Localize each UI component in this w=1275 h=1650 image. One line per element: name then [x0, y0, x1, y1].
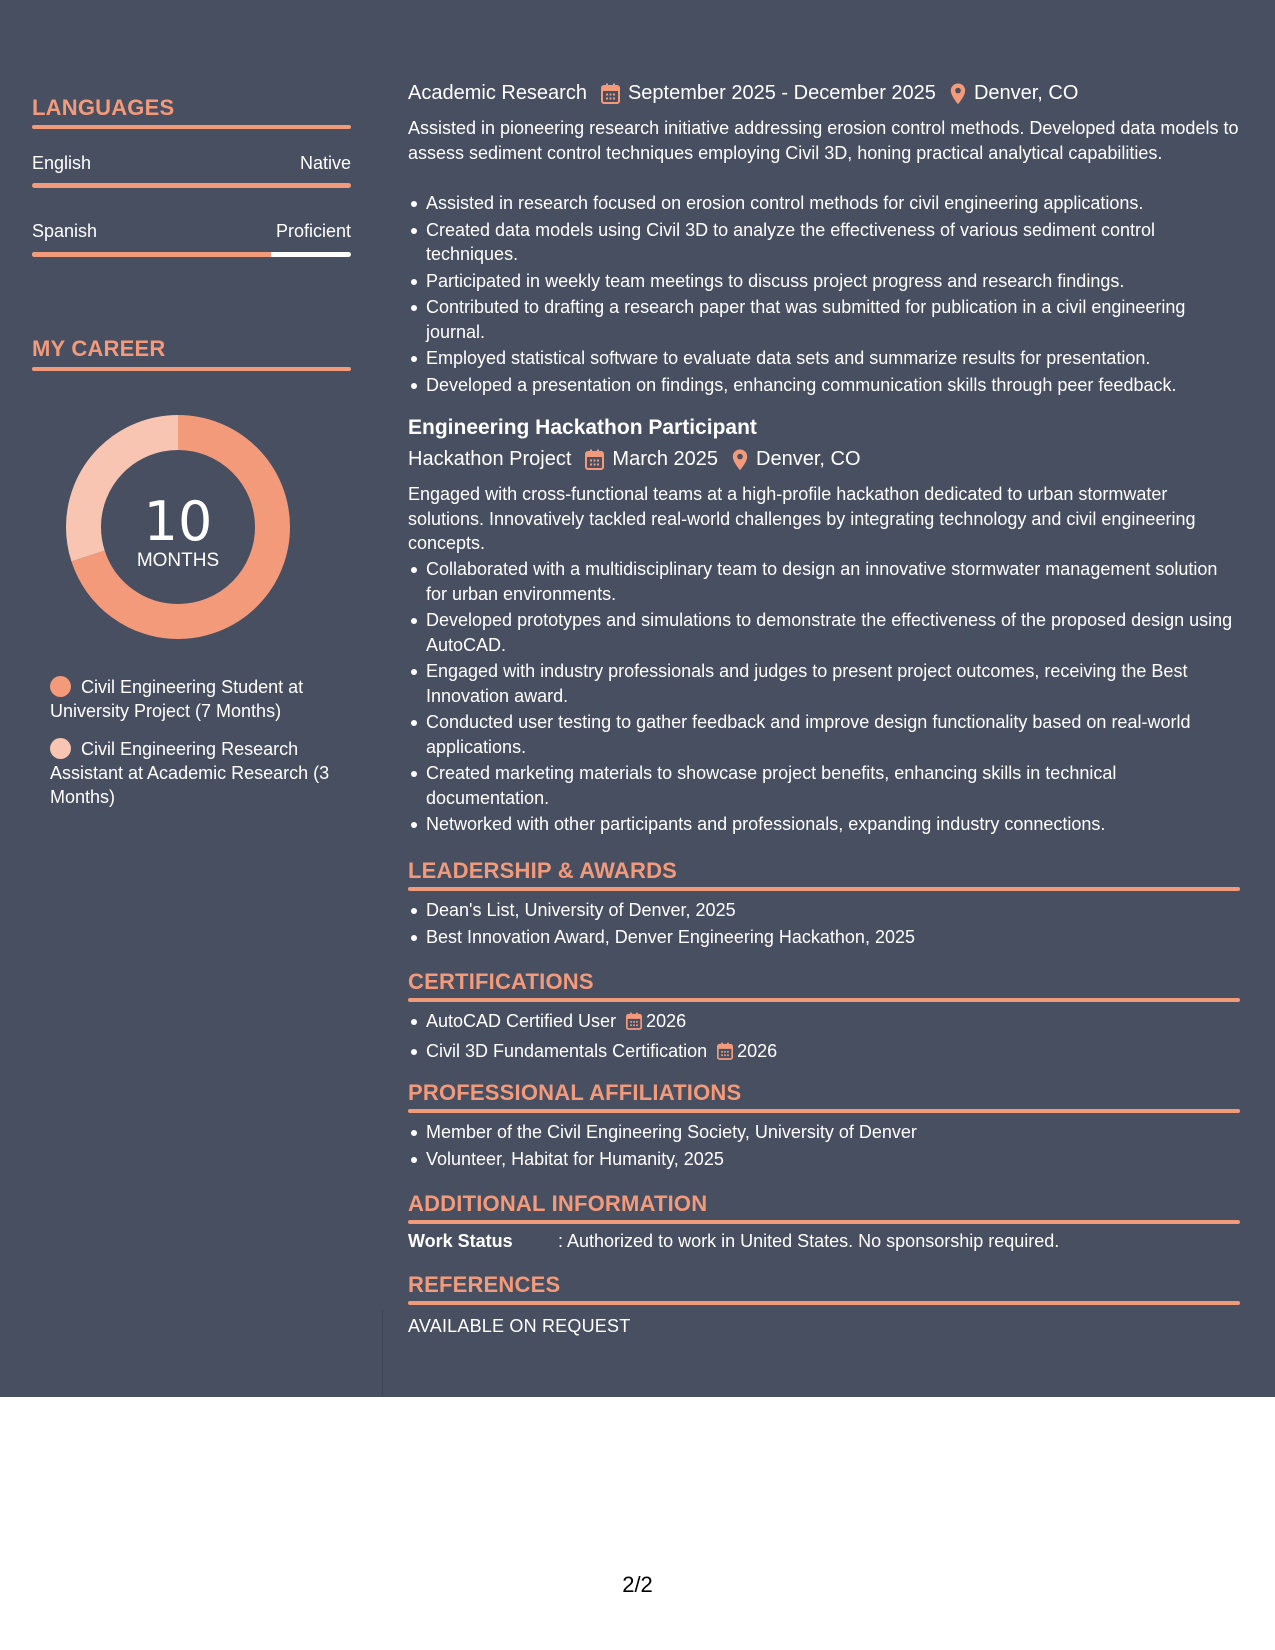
- career-legend-item: [50, 675, 340, 723]
- location-pin-icon: [950, 83, 966, 105]
- language-name: Spanish: [32, 221, 98, 241]
- languages-heading: LANGUAGES: [32, 95, 175, 120]
- list-item: Participated in weekly team meetings to discuss project progress and research findings.: [408, 269, 1240, 294]
- calendar-icon: [626, 1012, 642, 1037]
- job-meta: [408, 82, 1078, 105]
- list-item: Developed a presentation on findings, enhancing communication skills through peer feedback.: [408, 373, 1240, 398]
- references-heading: REFERENCES: [408, 1272, 561, 1297]
- certification-year: 2026: [646, 1011, 687, 1031]
- job-company: Hackathon Project: [408, 448, 572, 470]
- language-level: Proficient: [275, 221, 351, 241]
- additional-info-heading: ADDITIONAL INFORMATION: [408, 1191, 708, 1216]
- list-item: Developed prototypes and simulations to demonstrate the effectiveness of the proposed design using AutoCAD.: [408, 608, 1240, 657]
- certifications-heading: CERTIFICATIONS: [408, 969, 594, 994]
- job-location: Denver, CO: [756, 448, 861, 470]
- list-item: Member of the Civil Engineering Society, University of Denver: [408, 1120, 1240, 1145]
- career-heading: MY CAREER: [32, 336, 166, 361]
- list-item: Engaged with industry professionals and judges to present project outcomes, receiving the Best Innovation award.: [408, 659, 1240, 708]
- list-item: Contributed to drafting a research paper that was submitted for publication in a civil engineering journal.: [408, 295, 1240, 344]
- work-status-value: : Authorized to work in United States. No sponsorship required.: [558, 1231, 1060, 1251]
- work-status-label: Work Status: [408, 1231, 513, 1251]
- calendar-icon: [585, 449, 604, 470]
- list-item: Assisted in research focused on erosion control methods for civil engineering applications.: [408, 191, 1240, 216]
- list-item: Volunteer, Habitat for Humanity, 2025: [408, 1147, 1240, 1172]
- list-item: Created data models using Civil 3D to analyze the effectiveness of various sediment control techniques.: [408, 218, 1240, 267]
- job-summary: Engaged with cross-functional teams at a high-profile hackathon dedicated to urban stormwater solutions. Innovatively tackled real-world challenges by integrating technology and civil engineering concepts.: [408, 484, 1196, 553]
- list-item: Created marketing materials to showcase project benefits, enhancing skills in technical documentation.: [408, 761, 1240, 810]
- certifications-rule: [408, 998, 1240, 1002]
- legend-dot: [50, 738, 71, 759]
- job-company: Academic Research: [408, 82, 587, 104]
- affiliations-list: [408, 1120, 1240, 1173]
- job-meta: [408, 448, 861, 471]
- language-row-english: [32, 153, 351, 174]
- list-item: Employed statistical software to evaluate data sets and summarize results for presentation.: [408, 346, 1240, 371]
- career-rule: [32, 367, 351, 371]
- affiliations-heading: PROFESSIONAL AFFILIATIONS: [408, 1080, 742, 1105]
- page-number: 2/2: [622, 1572, 653, 1597]
- language-bar-fill: [32, 252, 271, 257]
- calendar-icon: [717, 1042, 733, 1067]
- job-location: Denver, CO: [973, 82, 1079, 104]
- job-title: Engineering Hackathon Participant: [408, 416, 757, 439]
- affiliations-rule: [408, 1109, 1240, 1113]
- list-item: Best Innovation Award, Denver Engineering Hackathon, 2025: [408, 925, 1240, 950]
- leadership-rule: [408, 887, 1240, 891]
- career-total-unit: MONTHS: [136, 550, 220, 571]
- certification-name: Civil 3D Fundamentals Certification: [426, 1040, 708, 1061]
- language-bar-spanish: [32, 252, 351, 257]
- language-row-spanish: [32, 221, 351, 242]
- certifications-list: [408, 1009, 1240, 1068]
- list-item: Networked with other participants and professionals, expanding industry connections.: [408, 812, 1240, 837]
- list-item: [408, 1039, 1240, 1067]
- references-text: AVAILABLE ON REQUEST: [408, 1316, 631, 1336]
- legend-dot: [50, 676, 71, 697]
- additional-info-rule: [408, 1220, 1240, 1224]
- job-bullets: [408, 557, 1240, 839]
- language-level: Native: [299, 153, 351, 173]
- legend-label: Civil Engineering Research Assistant at Academic Research (3 Months): [50, 739, 330, 807]
- career-legend-item: [50, 737, 340, 809]
- job-dates: March 2025: [612, 448, 719, 470]
- languages-rule: [32, 125, 351, 129]
- leadership-heading: LEADERSHIP & AWARDS: [408, 858, 678, 883]
- job-bullets: [408, 191, 1240, 399]
- leadership-list: [408, 898, 1240, 951]
- list-item: Collaborated with a multidisciplinary team to design an innovative stormwater management solution for urban environments.: [408, 557, 1240, 606]
- column-divider: [382, 1310, 383, 1397]
- calendar-icon: [601, 83, 620, 104]
- language-name: English: [32, 153, 92, 173]
- job-summary: Assisted in pioneering research initiative addressing erosion control methods. Developed data models to assess sediment control techniques employing Civil 3D, honing practical analytical capabilities.: [408, 118, 1239, 163]
- legend-label: Civil Engineering Student at University Project (7 Months): [50, 677, 304, 721]
- language-bar-english: [32, 183, 351, 188]
- language-bar-fill: [32, 183, 351, 188]
- location-pin-icon: [732, 449, 748, 471]
- list-item: Conducted user testing to gather feedback and improve design functionality based on real-world applications.: [408, 710, 1240, 759]
- list-item: [408, 1009, 1240, 1037]
- certification-name: AutoCAD Certified User: [426, 1011, 617, 1031]
- career-total-value: 10: [143, 490, 213, 553]
- job-dates: September 2025 - December 2025: [627, 82, 936, 104]
- certification-year: 2026: [737, 1040, 778, 1061]
- list-item: Dean's List, University of Denver, 2025: [408, 898, 1240, 923]
- references-rule: [408, 1301, 1240, 1305]
